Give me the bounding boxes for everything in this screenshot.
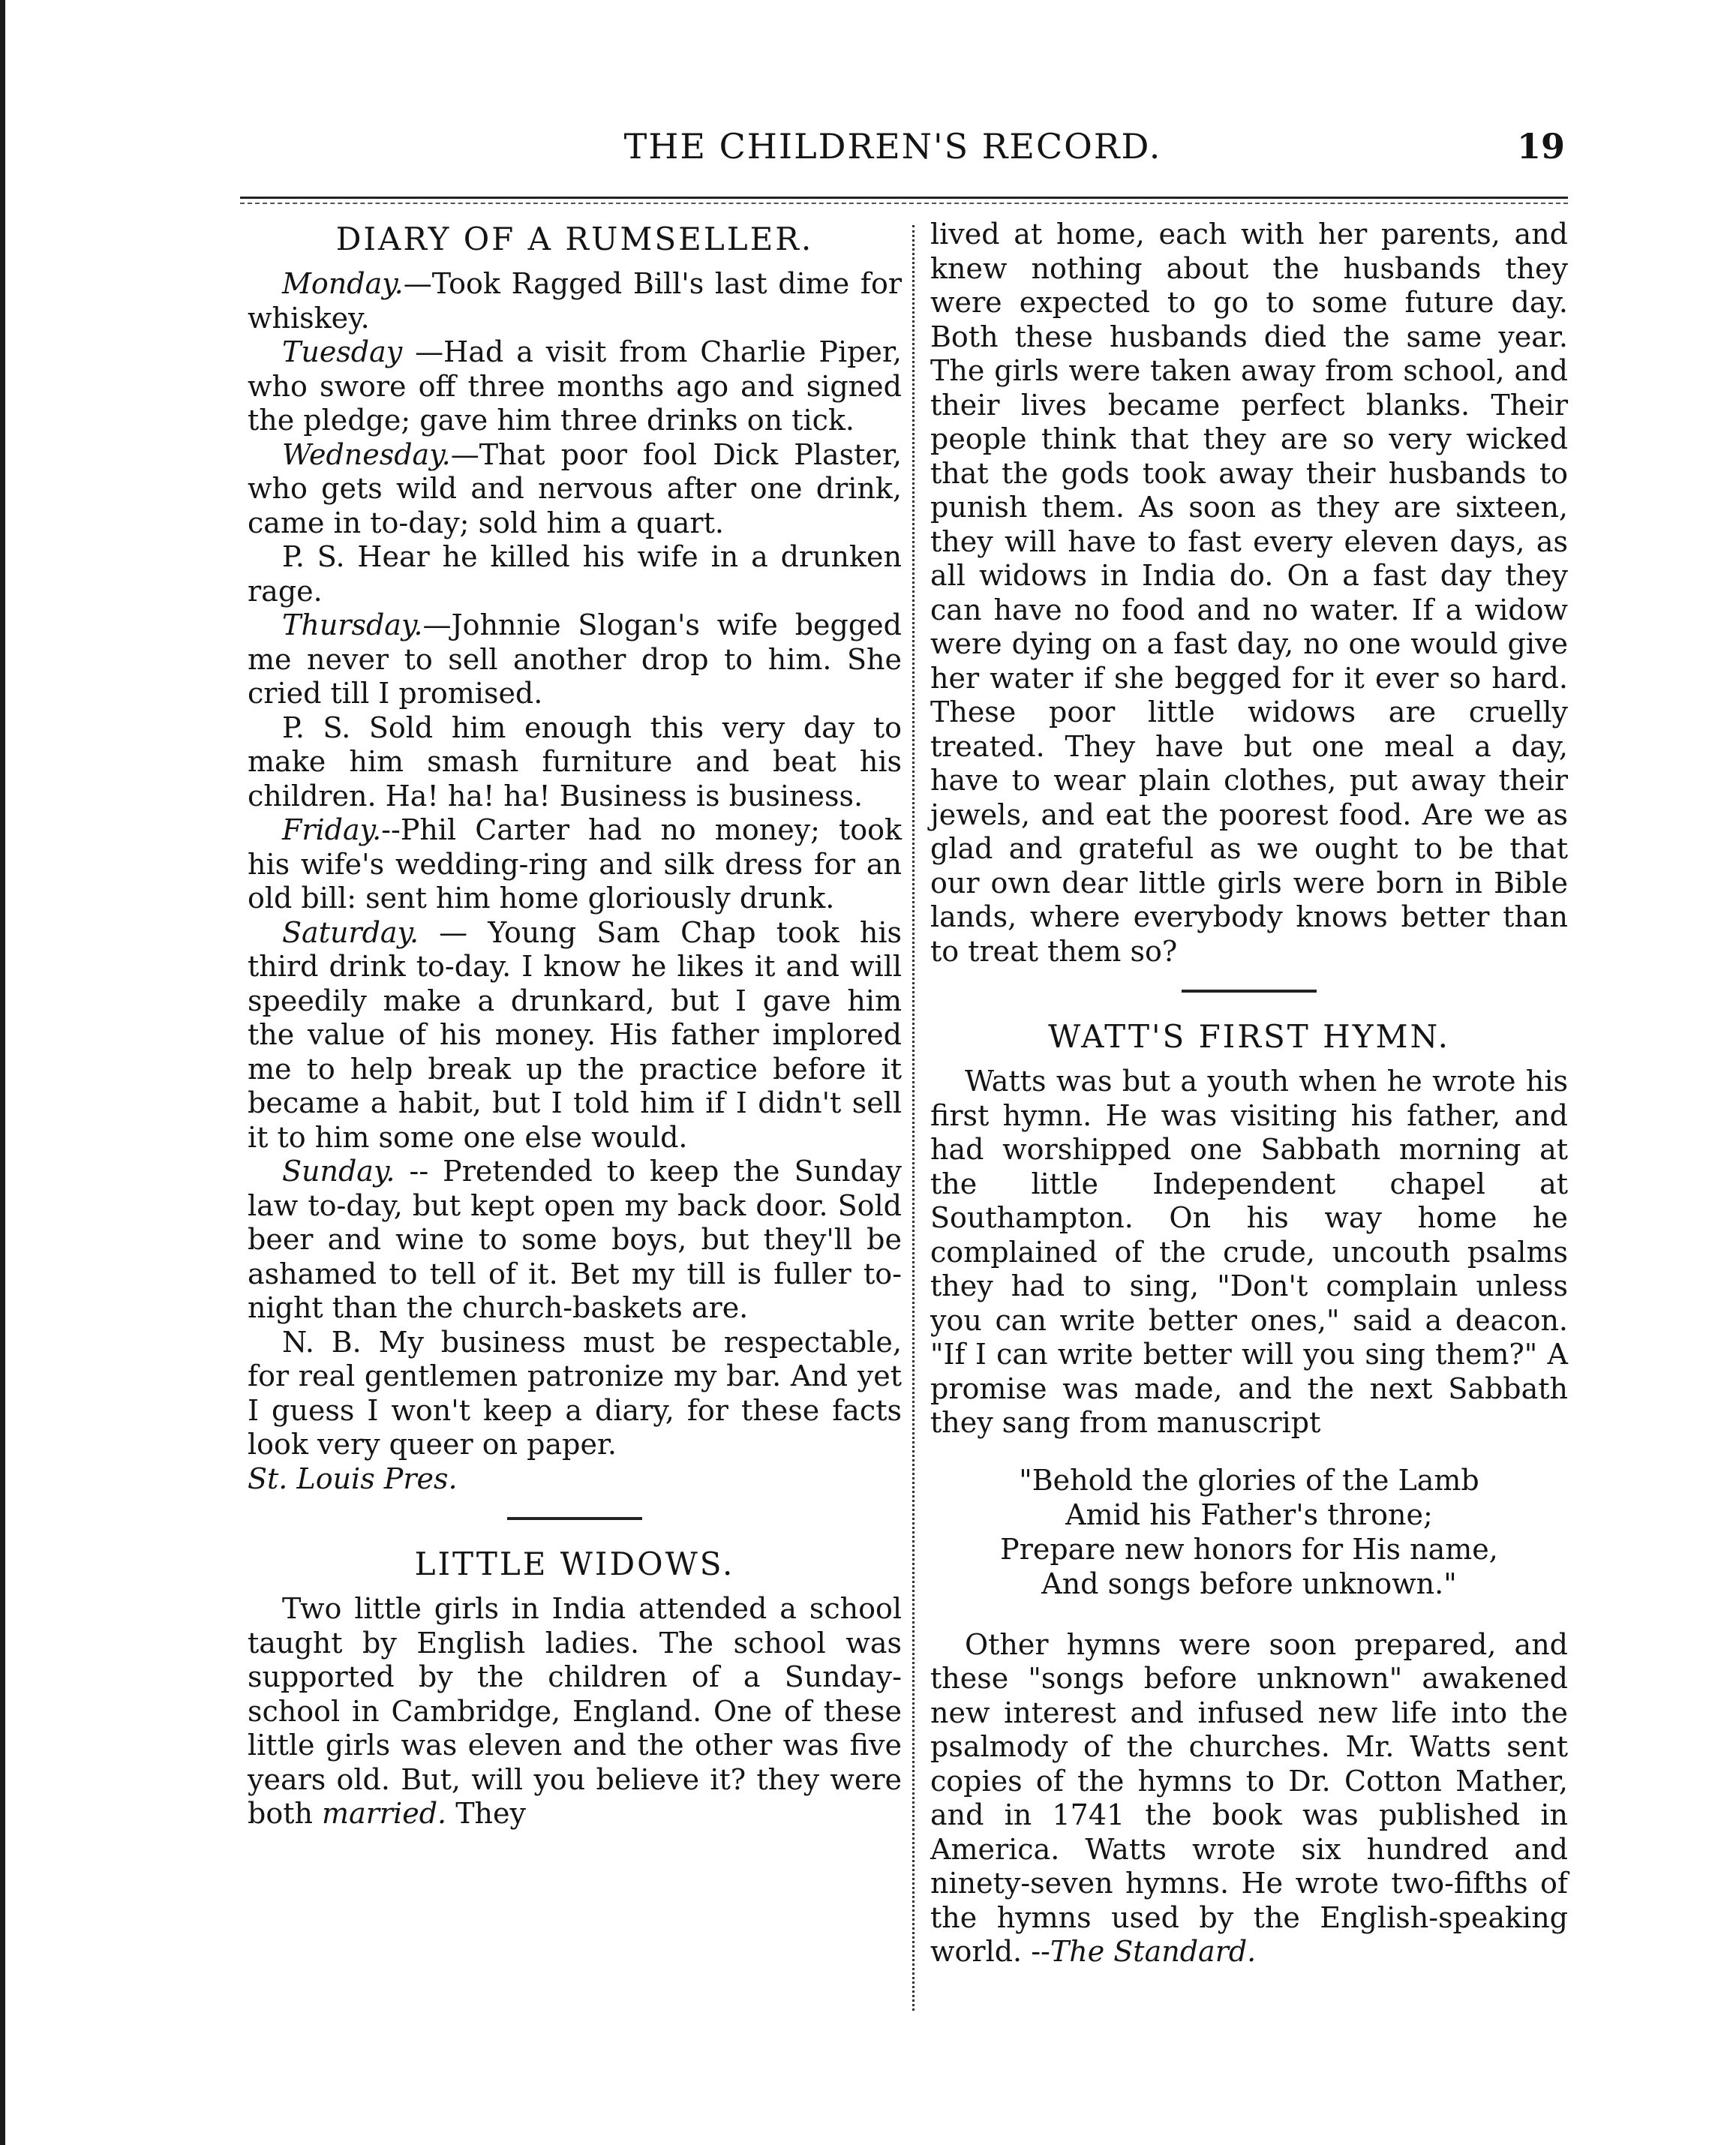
widows-title: LITTLE WIDOWS. [414, 1546, 735, 1582]
poem-line: Amid his Father's throne; [1065, 1498, 1433, 1531]
diary-entry-tuesday: Tuesday —Had a visit from Charlie Piper, who swore off three months ago and signed the pledge; gave him three drinks on tick. [248, 335, 902, 437]
page-number: 19 [1516, 126, 1565, 167]
diary-entry-sunday: Sunday. -- Pretended to keep the Sunday law to-day, but kept open my back door. Sold beer and wine to some boys, but they'll be ashamed to tell of it. Bet my till is fuller to-night than the church-baskets are. [248, 1155, 902, 1324]
hymn-paragraph-1: Watts was but a youth when he wrote his first hymn. He was visiting his father, and had worshipped one Sabbath morning at the little Independent chapel at Southampton. On his way home he complained of the crude, uncouth psalms they had to sing, "Don't complain unless you can write better ones," said a deacon. "If I can write better will you sing them?" A promise was made, and the next Sabbath they sang from manuscript [930, 1065, 1568, 1439]
page-edge-rule [0, 0, 5, 2145]
section-rule [507, 1517, 642, 1520]
header-rule-dashed [240, 203, 1568, 204]
running-header-title: THE CHILDREN'S RECORD. [623, 126, 1162, 167]
poem-line: Prepare new honors for His name, [1000, 1532, 1498, 1566]
section-rule [1182, 990, 1317, 993]
diary-entry-wednesday: Wednesday.—That poor fool Dick Plaster, who gets wild and nervous after one drink, came in to-day; sold him a quart. [248, 437, 902, 539]
diary-entry-monday: Monday.—Took Ragged Bill's last dime for whiskey. [248, 267, 902, 335]
diary-entry-ps-1: P. S. Hear he killed his wife in a drunken rage. [248, 540, 902, 608]
right-column [930, 218, 1568, 1969]
column-divider [912, 225, 915, 2011]
hymn-title: WATT'S FIRST HYMN. [1048, 1018, 1450, 1055]
diary-title: DIARY OF A RUMSELLER. [335, 221, 814, 257]
diary-entry-nb: N. B. My business must be respectable, for real gentlemen patronize my bar. And yet I guess I won't keep a diary, for these facts look very queer on paper. [248, 1325, 902, 1461]
poem-line: "Behold the glories of the Lamb [1019, 1463, 1479, 1497]
poem-line: And songs before unknown." [1041, 1567, 1457, 1600]
diary-entry-ps-2: P. S. Sold him enough this very day to make him smash furniture and beat his children. Ha! ha! ha! Business is business. [248, 710, 902, 813]
diary-entry-saturday: Saturday. — Young Sam Chap took his third drink to-day. I know he likes it and will speedily make a drunkard, but I gave him the value of his money. His father implored me to help break up the practice before it became a habit, but I told him if I didn't sell it to him some one else would. [248, 915, 902, 1154]
diary-entry-thursday: Thursday.—Johnnie Slogan's wife begged me never to sell another drop to him. She cried till I promised. [248, 608, 902, 710]
header-rule [240, 197, 1568, 199]
hymn-poem [930, 1463, 1568, 1601]
hymn-paragraph-2: Other hymns were soon prepared, and these "songs before unknown" awakened new interest and infused new life into the psalmody of the churches. Mr. Watts sent copies of the hymns to Dr. Cotton Mather, and in 1741 the book was published in America. Watts wrote six hundred and ninety-seven hymns. He wrote two-fifths of the hymns used by the English-speaking world. --The Standard. [930, 1627, 1568, 1968]
widows-paragraph-continued: lived at home, each with her parents, and knew nothing about the husbands they were expected to go to some future day. Both these husbands died the same year. The girls were taken away from school, and their lives became perfect blanks. Their people think that they are so very wicked that the gods took away their husbands to punish them. As soon as they are sixteen, they will have to fast every eleven days, as all widows in India do. On a fast day they can have no food and no water. If a widow were dying on a fast day, no one would give her water if she begged for it ever so hard. These poor little widows are cruelly treated. They have but one meal a day, have to wear plain clothes, put away their jewels, and eat the poorest food. Are we as glad and grateful as we ought to be that our own dear little girls were born in Bible lands, where everybody knows better than to treat them so? [930, 218, 1568, 968]
widows-paragraph-start: Two little girls in India attended a school taught by English ladies. The school was supported by the children of a Sunday-school in Cambridge, England. One of these little girls was eleven and the other was five years old. But, will you believe it? they were both married. They [248, 1592, 902, 1830]
diary-entry-friday: Friday.--Phil Carter had no money; took his wife's wedding-ring and silk dress for an old bill: sent him home gloriously drunk. [248, 813, 902, 915]
diary-source: St. Louis Pres. [248, 1462, 458, 1495]
left-column [248, 218, 902, 1831]
